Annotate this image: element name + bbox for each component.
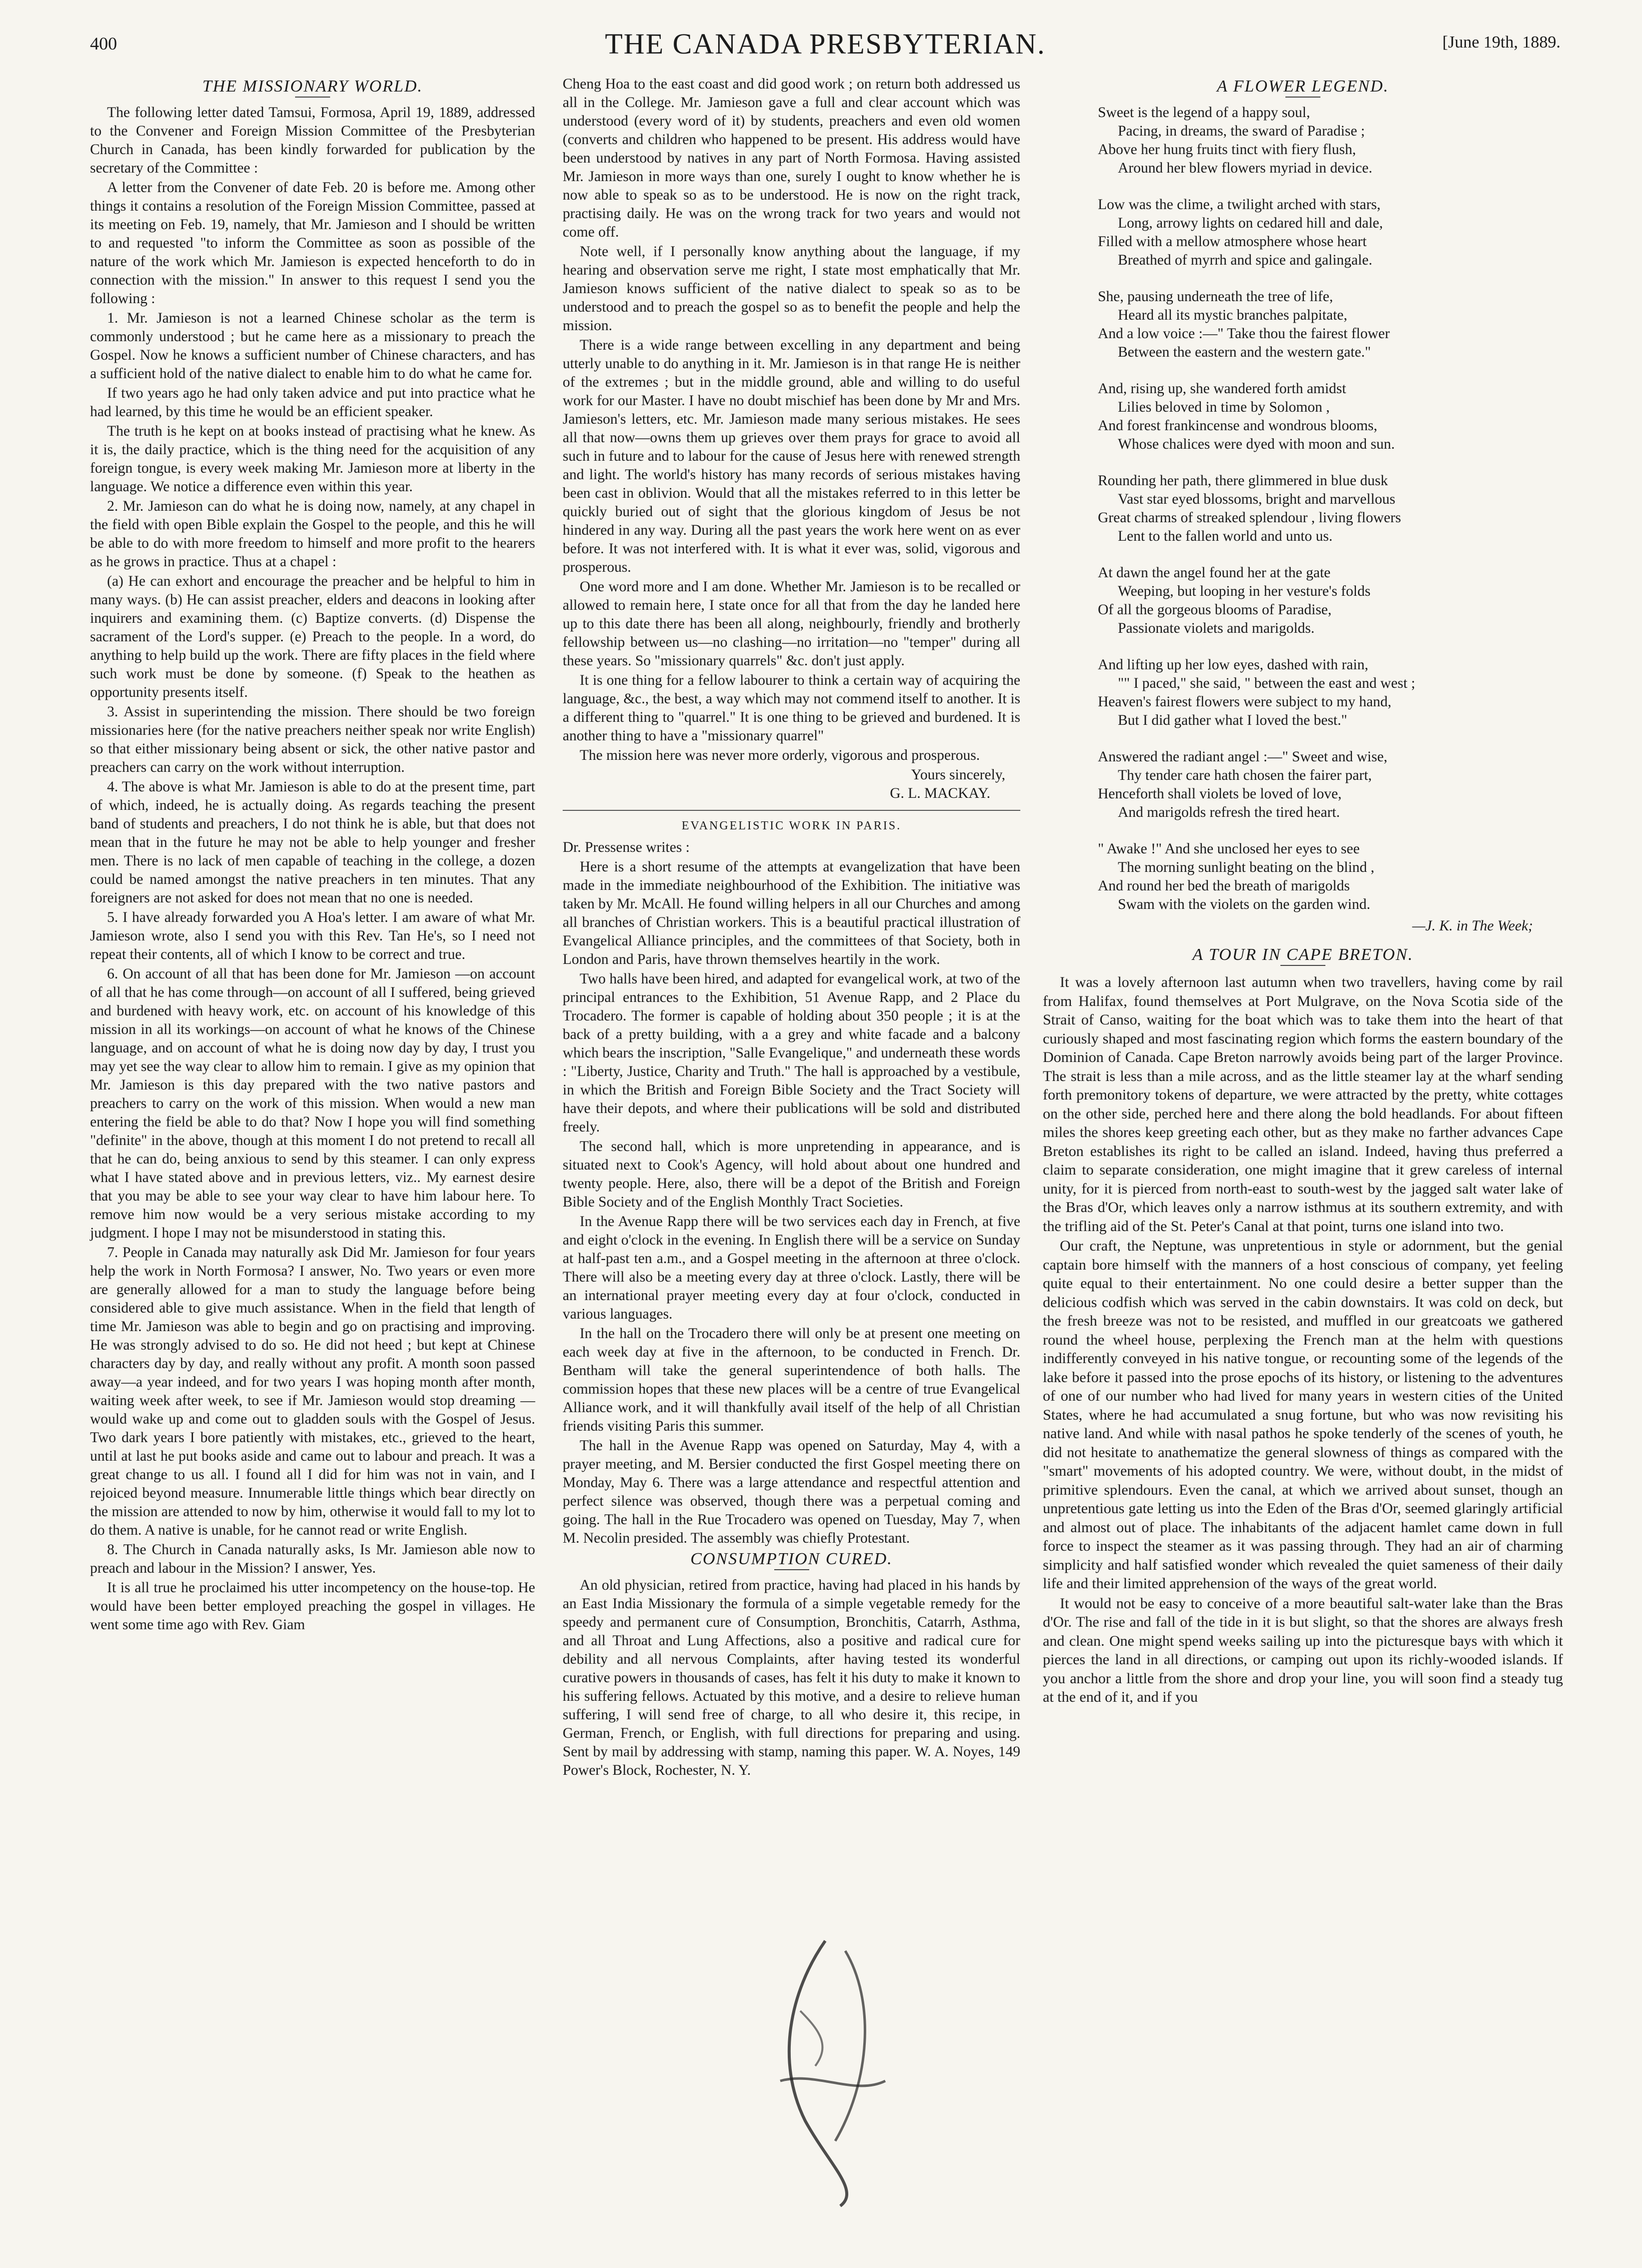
poem-line: " Awake !" And she unclosed her eyes to see	[1098, 841, 1360, 857]
paragraph: The following letter dated Tamsui, Formosa, April 19, 1889, addressed to the Convener and Foreign Mission Committee of the Presbyterian Church in Canada, has been kindly forwarded for publication by the secretary of the Committee :	[90, 105, 535, 176]
handwritten-ink-mark	[745, 1931, 905, 2211]
poem-line: And lifting up her low eyes, dashed with rain,	[1098, 657, 1368, 673]
paragraph: 4. The above is what Mr. Jamieson is able to do at the present time, part of which, indeed, he is actually doing. As regards teaching the present band of students and preachers, I do not think he is able, but that does not mean that in the future he may not be able to help younger and fresher men. There is no lack of men capable of teaching in the college, a dozen could be named amongst the native preachers in ten minutes. That any foreigners are not asked for does not mean that no one is needed.	[90, 779, 535, 906]
paragraph: Cheng Hoa to the east coast and did good work ; on return both addressed us all in the College. Mr. Jamieson gave a full and clear account which was understood (every word of it) by students, preachers and even old women (converts and children who happened to be present. His address would have been understood by natives in any part of North Formosa. Having assisted Mr. Jamieson in more ways than one, surely I ought to know whether he is now able to speak so as to be understood. He is now on the right track, practising daily. He was on the wrong track for two years and would not come off.	[563, 76, 1020, 240]
poem-line: Above her hung fruits tinct with fiery flush,	[1098, 142, 1356, 158]
cape-breton-title: A TOUR IN CAPE BRETON.	[1192, 945, 1413, 964]
issue-date: [June 19th, 1889.	[1442, 33, 1560, 52]
poem-line: Weeping, but looping in her vesture's folds	[1118, 583, 1371, 599]
poem-line: And forest frankincense and wondrous blooms,	[1098, 418, 1377, 434]
paragraph: A letter from the Convener of date Feb. 20 is before me. Among other things it contains a resolution of the Foreign Mission Committee, passed at its meeting on Feb. 19, namely, that Mr. Jamieson and I should be written to and requested "to inform the Committee as soon as possible of the nature of the work which Mr. Jamieson is expected henceforth to do in connection with the mission." In answer to this request I send you the following :	[90, 180, 535, 307]
paragraph: 7. People in Canada may naturally ask Did Mr. Jamieson for four years help the work in North Formosa? I answer, No. Two years or even more are generally allowed for a man to study the language before being considered able to give much assistance. When in the field that length of time Mr. Jamieson was able to begin and go on practising and improving. He was strongly advised to do so. He did not heed ; but kept at Chinese characters day by day, and really without any profit. A month soon passed away—a year indeed, and for two years I was hoping month after month, waiting week after week, to see if Mr. Jamieson would stop dreaming —would wake up and come out to gladden souls with the Gospel of Jesus. Two dark years I bore patiently with mistakes, etc., grieved to the heart, until at last he put books aside and came out to labour and preach. It was a great change to us all. I found all I did for him was not in vain, and I rejoiced beyond measure. Innumerable little things which bear directly on the mission are attended to now by him, otherwise it would fall to my lot to do them. A native is unable, for he cannot read or write English.	[90, 1245, 535, 1538]
poem-line: Whose chalices were dyed with moon and sun.	[1118, 436, 1395, 452]
paragraph: It is one thing for a fellow labourer to think a certain way of acquiring the language, &c., the best, a way which may not commend itself to another. It is a different thing to "quarrel." It is one thing to be grieved and burdened. It is another thing to have a "missionary quarrel"	[563, 672, 1020, 744]
poem	[1043, 104, 1563, 914]
stanza	[1098, 288, 1563, 362]
poem-line: Answered the radiant angel :—" Sweet and wise,	[1098, 749, 1387, 765]
title-rule	[774, 1569, 809, 1570]
evangelistic-title: EVANGELISTIC WORK IN PARIS.	[681, 819, 902, 832]
page-number: 400	[90, 34, 117, 54]
stanza	[1098, 840, 1563, 914]
tour-article	[1043, 973, 1563, 1707]
poem-line: Low was the clime, a twilight arched with stars,	[1098, 197, 1381, 213]
paragraph: The hall in the Avenue Rapp was opened on Saturday, May 4, with a prayer meeting, and M. Bersier conducted the first Gospel meeting there on Monday, May 6. There was a large attendance and respectful attention and perfect silence was observed, though there was a perpetual coming and going. The hall in the Rue Trocadero was opened on Tuesday, May 7, when M. Necolin presided. The assembly was chiefly Protestant.	[563, 1438, 1020, 1546]
poem-line: The morning sunlight beating on the blind ,	[1118, 859, 1374, 875]
stanza	[1098, 564, 1563, 638]
paragraph: Two halls have been hired, and adapted for evangelical work, at two of the principal entrances to the Exhibition, 51 Avenue Rapp, and 2 Place du Trocadero. The former is capable of holding about 350 people ; it is at the back of a pretty building, with a a grey and white facade and a balcony which bears the inscription, "Salle Evangelique," and underneath these words : "Liberty, Justice, Charity and Truth." The hall is approached by a vestibule, in which the British and Foreign Bible Society and the Tract Society will have their depots, and where their publications will be sold and distributed freely.	[563, 971, 1020, 1135]
poem-line: And, rising up, she wandered forth amidst	[1098, 381, 1346, 397]
poem-line: Between the eastern and the western gate."	[1118, 344, 1371, 360]
poem-line: Sweet is the legend of a happy soul,	[1098, 105, 1310, 121]
poem-line: Swam with the violets on the garden wind.	[1118, 896, 1370, 912]
poem-line: Filled with a mellow atmosphere whose heart	[1098, 234, 1367, 250]
poem-line: At dawn the angel found her at the gate	[1098, 565, 1331, 581]
paragraph: It was a lovely afternoon last autumn when two travellers, having come by rail from Halifax, found themselves at Port Mulgrave, on the Nova Scotia side of the Strait of Canso, waiting for the boat which was to take them into the heart of that curiously shaped and most fascinating region which forms the eastern boundary of the Dominion of Canada. Cape Breton narrowly avoids being part of the larger Province. The strait is less than a mile across, and as the little steamer lay at the wharf sending forth premonitory tokens of departure, we were attracted by the pretty, white cottages on the other side, perched here and there along the bold headlands. For about fifteen miles the shores keep greeting each other, but as they make no farther advances Cape Breton establishes its right to be called an island. Indeed, having thus preferred a claim to separate consideration, one might imagine that it grew careless of internal unity, for it is pierced from north-east to south-west by the jagged salt water lake of the Bras d'Or, which leaves only a narrow isthmus at its southern extremity, and with the trifling aid of the St. Peter's Canal at that point, turns one island into two.	[1043, 974, 1563, 1235]
paragraph: Our craft, the Neptune, was unpretentious in style or adornment, but the genial captain bore himself with the manners of a host conscious of company, yet feeling quite equal to their entertainment. No one could desire a better supper than the delicious codfish which was served in the cabin downstairs. It was cold on deck, but the fresh breeze was not to be resisted, and muffled in our greatcoats we gathered round the wheel house, perplexing the French man at the helm with questions indifferently conveyed in his native tongue, or recounting some of the legends of the lake before it passed into the prose epochs of its history, or listening to the adventures of one of our number who had lived for many years in western cities of the United States, where he had accumulated a snug fortune, but who was now revisiting his native land. And while with nasal pathos he spoke tenderly of the scenes of youth, he did not hesitate to anathematize the general slowness of things as compared with the "smart" movements of his adopted country. We were, without doubt, in the midst of primitive splendours. Even the canal, at which we arrived about sunset, though an unpretentious gate letting us into the Eden of the Bras d'Or, seemed glaringly artificial and almost out of place. The inhabitants of the adjacent hamlet came down in full force to inspect the steamer as it was passing through. They had an air of charming simplicity and half satisfied wonder which revealed the quiet sameness of their daily life and their limited apprehension of the ways of the great world.	[1043, 1238, 1563, 1592]
stanza	[1098, 656, 1563, 730]
column-2	[563, 75, 1020, 1781]
paragraph: There is a wide range between excelling in any department and being utterly unable to do anything in it. Mr. Jamieson is in that range He is neither of the extremes ; but in the middle ground, able and willing to do useful work for our Master. I have no doubt mischief has been done by Mr and Mrs. Jamieson's letters, etc. Mr. Jamieson made many serious mistakes. He sees all that now—owns them up grieves over them prays for grace to avoid all such in future and to labour for the cause of Jesus here with renewed strength and light. The world's history has many records of serious mistakes having been cast in oblivion. Would that all the mistakes referred to in this letter be quickly buried out of sight that the glorious kingdom of Jesus be not hindered in any way. During all the past years the work here went on as ever before. It was not interfered with. It is what it ever was, solid, vigorous and prosperous.	[563, 337, 1020, 575]
column-1	[90, 75, 535, 1635]
poem-line: Rounding her path, there glimmered in blue dusk	[1098, 473, 1388, 489]
poem-line: She, pausing underneath the tree of life,	[1098, 289, 1333, 305]
stanza	[1098, 748, 1563, 822]
poem-line: Henceforth shall violets be loved of love,	[1098, 786, 1342, 802]
stanza	[1098, 196, 1563, 270]
poem-line: Of all the gorgeous blooms of Paradise,	[1098, 602, 1332, 618]
poem-line: Pacing, in dreams, the sward of Paradise ;	[1118, 123, 1365, 139]
poem-line: Passionate violets and marigolds.	[1118, 620, 1315, 636]
poem-line: But I did gather what I loved the best."	[1118, 712, 1347, 728]
poem-line: Lilies beloved in time by Solomon ,	[1118, 399, 1330, 415]
paragraph: 2. Mr. Jamieson can do what he is doing now, namely, at any chapel in the field with open Bible explain the Gospel to the people, and this he will be able to do with more freedom to himself and more profit to the hearers as he grows in practice. Thus at a chapel :	[90, 498, 535, 570]
title-rule	[295, 97, 330, 98]
paragraph: (a) He can exhort and encourage the preacher and be helpful to him in many ways. (b) He can assist preacher, elders and deacons in looking after inquirers and examining them. (c) Baptize converts. (d) Dispense the sacrament of the Lord's supper. (e) Preach to the people. In a word, do anything to help build up the work. There are fifty places in the field where such work must be done by someone. (f) Speak to the heathen as opportunity presents itself.	[90, 573, 535, 700]
stanza	[1098, 472, 1563, 546]
title-rule	[1285, 97, 1320, 98]
paragraph: It is all true he proclaimed his utter incompetency on the house-top. He would have been better employed preaching the gospel in villages. He went some time ago with Rev. Giam	[90, 1580, 535, 1633]
advertisement-text: An old physician, retired from practice, having had placed in his hands by an East India Missionary the formula of a simple vegetable remedy for the speedy and permanent cure of Consumption, Bronchitis, Catarrh, Asthma, and all Throat and Lung Affections, also a positive and radical cure for debility and all nervous Complaints, after having tested its wonderful curative powers in thousands of cases, has felt it his duty to make it known to his suffering fellows. Actuated by this motive, and a desire to relieve human suffering, I will send free of charge, to all who desire it, this recipe, in German, French, or English, with full directions for preparing and using. Sent by mail by addressing with stamp, naming this paper. W. A. Noyes, 149 Power's Block, Rochester, N. Y.	[563, 1577, 1020, 1778]
poem-line: Vast star eyed blossoms, bright and marvellous	[1118, 491, 1395, 507]
paragraph: Dr. Pressense writes :	[563, 839, 690, 855]
paragraph: In the Avenue Rapp there will be two services each day in French, at five and eight o'clock in the evening. In English there will be a service on Sunday at half-past ten a.m., and a Gospel meeting in the afternoon at three o'clock. There will also be a meeting every day at three o'clock. Lastly, there will be an international prayer meeting every day at four o'clock, conducted in various languages.	[563, 1214, 1020, 1322]
stanza	[1098, 380, 1563, 454]
column-3	[1043, 75, 1563, 1708]
stanza	[1098, 104, 1563, 178]
poem-line: And round her bed the breath of marigolds	[1098, 878, 1350, 894]
paragraph: Note well, if I personally know anything about the language, if my hearing and observation serve me right, I state most emphatically that Mr. Jamieson knows sufficient of the native dialect to speak so as to be understood and to preach the gospel so as to benefit the people and help the mission.	[563, 244, 1020, 334]
letter-signature: G. L. MACKAY.	[890, 785, 990, 801]
poem-line: Long, arrowy lights on cedared hill and dale,	[1118, 215, 1383, 231]
flower-legend-title: A FLOWER LEGEND.	[1217, 77, 1389, 96]
paragraph: One word more and I am done. Whether Mr. Jamieson is to be recalled or allowed to remain here, I state once for all that from the day he landed here up to this date there has been all along, neighbourly, friendly and brotherly fellowship between us—no clashing—no irritation—no "temper" during all these years. So "missionary quarrels" &c. don't just apply.	[563, 579, 1020, 669]
paragraph: 8. The Church in Canada naturally asks, Is Mr. Jamieson able now to preach and labour in the Mission? I answer, Yes.	[90, 1542, 535, 1576]
paragraph: The truth is he kept on at books instead of practising what he knew. As it is, the daily practice, which is the thing need for the acquisition of any foreign tongue, is every week making Mr. Jamieson more at liberty in the language. We notice a difference even within this year.	[90, 423, 535, 495]
paragraph: The mission here was never more orderly, vigorous and prosperous.	[580, 747, 980, 763]
paragraph: It would not be easy to conceive of a more beautiful salt-water lake than the Bras d'Or. The rise and fall of the tide in it is but slight, so that the shores are always fresh and clean. One might spend weeks sailing up into the picturesque bays with which it pierces the land in all directions, or camping out upon its richly-wooded islands. If you anchor a little from the shore and drop your line, you will soon find a steady tug at the end of it, and if you	[1043, 1595, 1563, 1705]
poem-line: Lent to the fallen world and unto us.	[1118, 528, 1333, 544]
paragraph: The second hall, which is more unpretending in appearance, and is situated next to Cook's Agency, will hold about about one hundred and twenty people. Here, also, there will be a depot of the British and Foreign Bible Society and of the English Monthly Tract Societies.	[563, 1139, 1020, 1210]
poem-attribution: —J. K. in The Week;	[1412, 918, 1533, 934]
paragraph: If two years ago he had only taken advice and put into practice what he had learned, by this time he would be an efficient speaker.	[90, 385, 535, 420]
paragraph: 1. Mr. Jamieson is not a learned Chinese scholar as the term is commonly understood ; but he came here as a missionary to preach the Gospel. Now he knows a sufficient number of Chinese characters, and has a sufficient hold of the native dialect to enable him to do what he came for.	[90, 310, 535, 382]
poem-line: "" I paced," she said, " between the east and west ;	[1118, 675, 1415, 691]
consumption-title: CONSUMPTION CURED.	[690, 1550, 893, 1568]
paragraph: 5. I have already forwarded you A Hoa's letter. I am aware of what Mr. Jamieson wrote, also I send you with this Rev. Tan He's, so I need not repeat their contents, all of which I know to be correct and true.	[90, 909, 535, 962]
section-divider	[563, 810, 1020, 811]
poem-line: Breathed of myrrh and spice and galingale.	[1118, 252, 1372, 268]
missionary-world-title: THE MISSIONARY WORLD.	[202, 77, 423, 96]
paragraph: 6. On account of all that has been done for Mr. Jamieson —on account of all that he has come through—on account of all I suffered, being grieved and burdened with heavy work, etc. on account of his knowledge of this mission in all its workings—on account of what he knows of the Chinese language, and on account of what he is doing now day by day, I trust you may yet see the way clear to allow him to remain. I give as my opinion that Mr. Jamieson is this day prepared with the two native pastors and preachers to carry on the work of this mission. When would a new man entering the field be able to do that? Now I hope you will find something "definite" in the above, though at this moment I do not pretend to recall all that he can do, being anxious to send by this steamer. I can only express what I have stated above and in previous letters, viz.. My earnest desire that you may be able to see your way clear to have him labour here. To remove him now would be a very serious mistake according to my judgment. I hope I may not be misunderstood in stating this.	[90, 966, 535, 1241]
page-header	[90, 24, 1560, 64]
poem-line: And a low voice :—" Take thou the fairest flower	[1098, 326, 1390, 342]
poem-line: Around her blew flowers myriad in device.	[1118, 160, 1372, 176]
poem-line: And marigolds refresh the tired heart.	[1118, 804, 1340, 820]
poem-line: Great charms of streaked splendour , living flowers	[1098, 510, 1401, 526]
paragraph: In the hall on the Trocadero there will only be at present one meeting on each week day at five in the afternoon, to be conducted in French. Dr. Bentham will take the general superintendence of both halls. The commission hopes that these new places will be a centre of true Evangelical Alliance work, and it will thankfully avail itself of the help of all Christian friends visiting Paris this summer.	[563, 1326, 1020, 1434]
poem-line: Thy tender care hath chosen the fairer part,	[1118, 767, 1372, 783]
letter-signoff: Yours sincerely,	[911, 767, 1005, 783]
title-rule	[1280, 965, 1325, 966]
paragraph: Here is a short resume of the attempts at evangelization that have been made in the immediate neighbourhood of the Exhibition. The initiative was taken by Mr. McAll. He found willing helpers in all our Churches and among all branches of Christian workers. This is a beautiful practical illustration of Evangelical Alliance principles, and the committees of that Society, both in London and Paris, have thrown themselves heartily in the work.	[563, 859, 1020, 967]
poem-line: Heard all its mystic branches palpitate,	[1118, 307, 1347, 323]
paragraph: 3. Assist in superintending the mission. There should be two foreign missionaries here (for the native preachers neither speak nor write English) so that either missionary being absent or sick, the other native pastor and preachers can carry on the work without interruption.	[90, 704, 535, 775]
masthead: THE CANADA PRESBYTERIAN.	[605, 28, 1046, 60]
poem-line: Heaven's fairest flowers were subject to my hand,	[1098, 694, 1391, 710]
